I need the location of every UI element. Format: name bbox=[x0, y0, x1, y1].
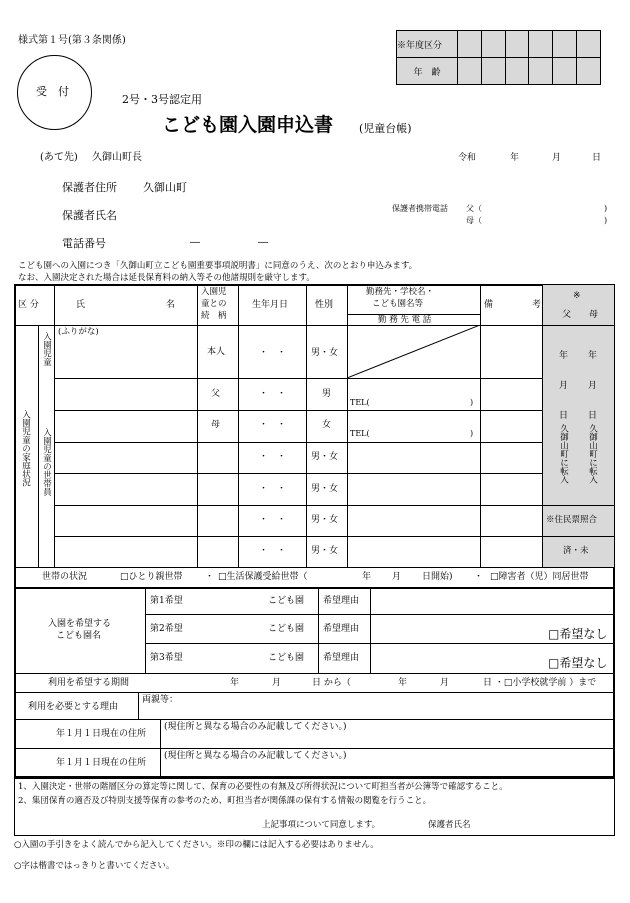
period-month-2: 月 bbox=[440, 678, 450, 688]
wish-label-1: 入園を希望する bbox=[48, 619, 112, 629]
household-status-label: 世帯の状況 bbox=[42, 572, 88, 582]
wish-3-rank: 第3希望 bbox=[150, 653, 183, 663]
page-subtitle: (児童台帳) bbox=[359, 122, 412, 135]
separator: ・ bbox=[205, 572, 215, 582]
side-moved-father: 久御山町に転入 bbox=[558, 424, 569, 484]
col-mark: ※ bbox=[573, 291, 581, 301]
jan-address-note-2: (現住所と異なる場合のみ記載してください。) bbox=[164, 751, 347, 761]
mother-tel[interactable]: TEL( bbox=[350, 429, 370, 438]
birthdate-dots[interactable]: ・ ・ bbox=[259, 348, 287, 358]
col-relation-3: 続 柄 bbox=[201, 311, 227, 321]
col-relation-2: 童との bbox=[201, 299, 227, 309]
intro-line-2: なお、入園決定された場合は延長保育料の納入等その他諸規則を厳守します。 bbox=[18, 273, 315, 283]
year-class-label: ※年度区分 bbox=[397, 31, 458, 58]
side-year-father: 年 bbox=[559, 351, 569, 361]
birthdate-dots[interactable]: ・ ・ bbox=[259, 389, 287, 399]
consent-item-1: 1、入園決定・世帯の階層区分の算定等に関して、保育の必要性の有無及び所得状況について町担当者が公簿等で確認すること。 bbox=[18, 782, 508, 792]
intro-line-1: こども園への入園につき「久御山町立こども園重要事項説明書」に同意のうえ、次のとおり申込みます。 bbox=[18, 261, 418, 271]
jan-address-note-1: (現住所と異なる場合のみ記載してください。) bbox=[164, 722, 347, 732]
period-year-2: 年 bbox=[398, 678, 408, 688]
mobile-mother[interactable]: 母（ bbox=[466, 216, 482, 225]
footer-note-1: ○入園の手引きをよく読んでから記入してください。※印の欄には記入する必要はありません。 bbox=[14, 840, 379, 850]
resident-check-label: ※住民票照合 bbox=[546, 515, 598, 525]
col-surname: 氏 bbox=[76, 300, 86, 310]
date-day: 日 bbox=[592, 153, 602, 163]
birthdate-dots[interactable]: ・ ・ bbox=[259, 420, 287, 430]
welfare-start: 日開始) bbox=[422, 572, 453, 582]
consent-agree: 上記事項について同意します。 bbox=[262, 820, 381, 830]
birthdate-dots[interactable]: ・ ・ bbox=[259, 484, 287, 494]
col-work-phone: 勤 務 先 電 話 bbox=[378, 315, 432, 325]
guardian-name-label: 保護者氏名 bbox=[62, 209, 117, 222]
wish-2-reason: 希望理由 bbox=[323, 624, 360, 634]
period-until[interactable]: 日 ・□小学校就学前 ）まで bbox=[483, 678, 597, 688]
mobile-father[interactable]: 父（ bbox=[466, 204, 482, 213]
phone-dash-1: ― bbox=[190, 237, 200, 248]
relation-mother: 母 bbox=[211, 420, 221, 430]
birthdate-dots[interactable]: ・ ・ bbox=[259, 452, 287, 462]
col-work-2: こども園名等 bbox=[372, 299, 424, 309]
period-from: 日 から（ bbox=[312, 678, 351, 688]
no-wish-checkbox-3[interactable]: □希望なし bbox=[548, 656, 608, 670]
separator: ・ bbox=[474, 572, 484, 582]
side-day-mother: 日 bbox=[588, 411, 598, 421]
reason-parents[interactable]: 両親等： bbox=[142, 695, 179, 705]
sex-choice[interactable]: 男・女 bbox=[311, 515, 339, 525]
birthdate-dots[interactable]: ・ ・ bbox=[259, 546, 287, 556]
date-month: 月 bbox=[552, 153, 562, 163]
sex-choice[interactable]: 男・女 bbox=[311, 348, 339, 358]
col-remarks-2: 考 bbox=[532, 300, 542, 310]
page-title: こども園入園申込書 bbox=[162, 114, 334, 136]
relation-self: 本人 bbox=[207, 347, 226, 357]
age-label: 年 齢 bbox=[397, 58, 458, 85]
single-parent-checkbox[interactable]: □ひとり親世帯 bbox=[120, 572, 183, 582]
furigana-label: (ふりがな) bbox=[58, 327, 99, 337]
certification-type: 2号・3号認定用 bbox=[122, 93, 202, 106]
reason-label: 利用を必要とする理由 bbox=[28, 702, 119, 712]
done-pending-label[interactable]: 済・未 bbox=[563, 546, 589, 556]
wish-1-reason: 希望理由 bbox=[323, 596, 360, 606]
office-use-column bbox=[542, 285, 614, 505]
consent-guardian-name[interactable]: 保護者氏名 bbox=[428, 820, 471, 830]
side-month-mother: 月 bbox=[588, 381, 598, 391]
wish-3-reason: 希望理由 bbox=[323, 653, 360, 663]
phone-label: 電話番号 bbox=[62, 237, 106, 250]
period-year: 年 bbox=[230, 678, 240, 688]
col-mother: 母 bbox=[589, 310, 599, 320]
reception-label: 受 付 bbox=[36, 85, 69, 98]
wish-2-kind: こども園 bbox=[268, 624, 305, 634]
side-moved-mother: 久御山町に転入 bbox=[587, 424, 598, 484]
col-sex: 性別 bbox=[315, 300, 334, 310]
guardian-address-label: 保護者住所 bbox=[62, 181, 117, 194]
jan-address-label-1: 年１月１日現在の住所 bbox=[56, 729, 147, 739]
side-year-mother: 年 bbox=[588, 351, 598, 361]
date-era: 令和 bbox=[458, 153, 477, 163]
sex-male: 男 bbox=[322, 389, 332, 399]
footer-note-2: ○字は楷書ではっきりと書いてください。 bbox=[14, 861, 175, 871]
father-tel[interactable]: TEL( bbox=[350, 398, 370, 407]
col-work-1: 勤務先・学校名・ bbox=[366, 287, 435, 297]
guardian-address-value[interactable]: 久御山町 bbox=[143, 181, 187, 194]
phone-dash-2: ― bbox=[258, 237, 268, 248]
mother-tel-close: ) bbox=[470, 429, 474, 438]
date-year: 年 bbox=[510, 153, 520, 163]
father-tel-close: ) bbox=[470, 398, 474, 407]
no-wish-checkbox-2[interactable]: □希望なし bbox=[548, 627, 608, 641]
sex-choice[interactable]: 男・女 bbox=[311, 546, 339, 556]
mobile-label: 保護者携帯電話 bbox=[392, 204, 448, 213]
disabled-checkbox[interactable]: □障害者（児）同居世帯 bbox=[490, 572, 589, 582]
col-birthdate: 生年月日 bbox=[252, 300, 289, 310]
household-label: 入園児童の世帯員 bbox=[41, 428, 52, 496]
wish-label-2: こども園名 bbox=[56, 631, 102, 641]
relation-father: 父 bbox=[211, 389, 221, 399]
family-section-label: 入園児童の家庭状況 bbox=[20, 410, 31, 487]
addressee-name: 久御山町長 bbox=[92, 152, 142, 163]
consent-item-2: 2、集団保育の適否及び特別支援等保育の参考のため、町担当者が関係課の保有する情報の閲覧を行うこと。 bbox=[18, 796, 432, 806]
col-given-name: 名 bbox=[166, 300, 176, 310]
period-month: 月 bbox=[272, 678, 282, 688]
mobile-father-close: ) bbox=[604, 204, 608, 213]
wish-3-kind: こども園 bbox=[268, 653, 305, 663]
period-label: 利用を希望する期間 bbox=[48, 678, 130, 688]
welfare-month: 月 bbox=[392, 572, 402, 582]
birthdate-dots[interactable]: ・ ・ bbox=[259, 515, 287, 525]
wish-1-rank: 第1希望 bbox=[150, 596, 183, 606]
sex-choice[interactable]: 男・女 bbox=[311, 484, 339, 494]
year-class-table bbox=[396, 30, 601, 85]
wish-1-kind: こども園 bbox=[268, 596, 305, 606]
addressee-prefix: (あて先) bbox=[40, 152, 78, 163]
col-relation-1: 入園児 bbox=[201, 287, 227, 297]
side-month-father: 月 bbox=[559, 381, 569, 391]
form-number: 様式第１号(第３条関係) bbox=[18, 35, 126, 46]
side-day-father: 日 bbox=[559, 411, 569, 421]
col-remarks-1: 備 bbox=[484, 300, 494, 310]
sex-choice[interactable]: 男・女 bbox=[311, 452, 339, 462]
welfare-year: 年 bbox=[362, 572, 372, 582]
welfare-checkbox[interactable]: □生活保護受給世帯（ bbox=[218, 572, 308, 582]
col-kubun: 区 分 bbox=[18, 300, 39, 310]
child-label: 入園児童 bbox=[41, 332, 52, 366]
child-row-diagonal bbox=[347, 325, 480, 378]
col-father: 父 bbox=[562, 310, 572, 320]
mobile-mother-close: ) bbox=[604, 216, 608, 225]
sex-female: 女 bbox=[322, 420, 332, 430]
wish-2-rank: 第2希望 bbox=[150, 624, 183, 634]
jan-address-label-2: 年１月１日現在の住所 bbox=[56, 758, 147, 768]
